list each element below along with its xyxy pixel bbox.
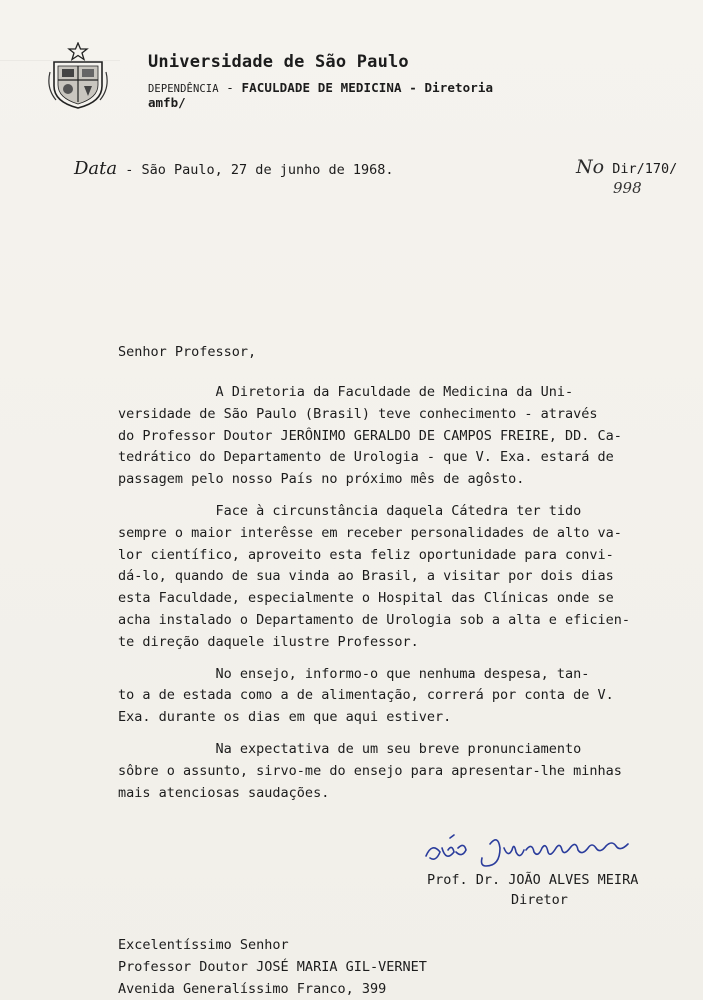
document-number-value: Dir/170/ [612,161,678,177]
addressee-line: Excelentíssimo Senhor [118,937,289,953]
addressee-block [118,934,427,1000]
university-seal-icon [46,42,110,110]
university-name: Universidade de São Paulo [148,52,409,72]
document-number [576,156,677,178]
date-text: - São Paulo, 27 de junho de 1968. [117,162,394,178]
addressee-line: Professor Doutor JOSÉ MARIA GIL-VERNET [118,959,427,975]
handwritten-number: 998 [613,179,642,197]
paragraph: Na expectativa de um seu breve pronunciamento sôbre o assunto, sirvo-me do ensejo para apresentar-lhe minhas mais atenciosas saudações. [118,740,622,801]
dependency-value: FACULDADE DE MEDICINA - Diretoria [241,80,494,95]
date-label: Data [74,158,118,179]
addressee-line: Avenida Generalíssimo Franco, 399 [118,981,387,997]
dateline [74,158,393,179]
paragraph: No ensejo, informo-o que nenhuma despesa, tan- to a de estada como a de alimentação, correrá por conta de V. Exa. durante os dias em que aqui estiver. [118,665,614,726]
letter-body [118,382,658,814]
document-number-label: No [576,156,605,178]
dependency-line [148,80,493,95]
paragraph: Face à circunstância daquela Cátedra ter tido sempre o maior interêsse em receber personalidades de alto va- lor científico, aproveito esta feliz oportunidade para convi- dá-lo, quando de sua vinda ao Brasil, a visitar por dois dias esta Faculdade, especialmente o Hospital das Clínicas onde se acha instalado o Departamento de Urologia sob a alta e eficien- te direção daquele ilustre Professor. [118,502,631,650]
paragraph: A Diretoria da Faculdade de Medicina da Uni- versidade de São Paulo (Brasil) teve conhecimento - através do Professor Doutor JERÔNIMO GERALDO DE CAMPOS FREIRE, DD. Ca- tedrático do Departamento de Urologia - que V. Exa. estará de passagem pelo nosso País no próximo mês de agôsto. [118,384,622,488]
signatory-name: Prof. Dr. JOÃO ALVES MEIRA [427,872,639,888]
salutation: Senhor Professor, [118,344,257,360]
dependency-separator: - [218,80,242,95]
dependency-label: DEPENDÊNCIA [148,83,219,95]
reference-code: amfb/ [148,95,186,110]
signatory-title: Diretor [511,892,568,908]
handwritten-signature [420,826,670,872]
